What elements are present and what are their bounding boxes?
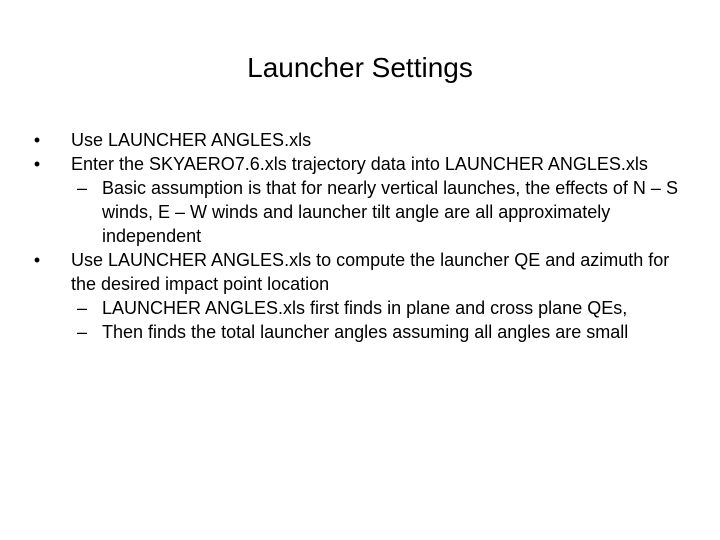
sub-bullet-text: Basic assumption is that for nearly vertical launches, the effects of N – S winds, E – W winds and launcher tilt angle are all approximately independent (102, 178, 678, 246)
bullet-item (30, 128, 690, 152)
bullet-item (30, 152, 690, 176)
sub-bullet-item (30, 176, 690, 248)
bullet-text: Enter the SKYAERO7.6.xls trajectory data into LAUNCHER ANGLES.xls (71, 154, 648, 174)
bullet-dot-icon: • (33, 250, 41, 270)
sub-bullet-text: LAUNCHER ANGLES.xls first finds in plane and cross plane QEs, (102, 298, 628, 318)
dash-icon: – (76, 298, 87, 318)
sub-bullet-item (30, 296, 690, 320)
dash-icon: – (76, 178, 87, 198)
bullet-item (30, 248, 690, 296)
sub-bullet-text: Then finds the total launcher angles assuming all angles are small (102, 322, 629, 342)
bullet-text: Use LAUNCHER ANGLES.xls to compute the launcher QE and azimuth for the desired impact point location (71, 250, 670, 294)
bullet-dot-icon: • (33, 130, 41, 150)
dash-icon: – (76, 322, 87, 342)
slide-body (30, 128, 690, 344)
bullet-text: Use LAUNCHER ANGLES.xls (71, 130, 312, 150)
slide-title: Launcher Settings (247, 52, 473, 83)
bullet-dot-icon: • (33, 154, 41, 174)
sub-bullet-item (30, 320, 690, 344)
